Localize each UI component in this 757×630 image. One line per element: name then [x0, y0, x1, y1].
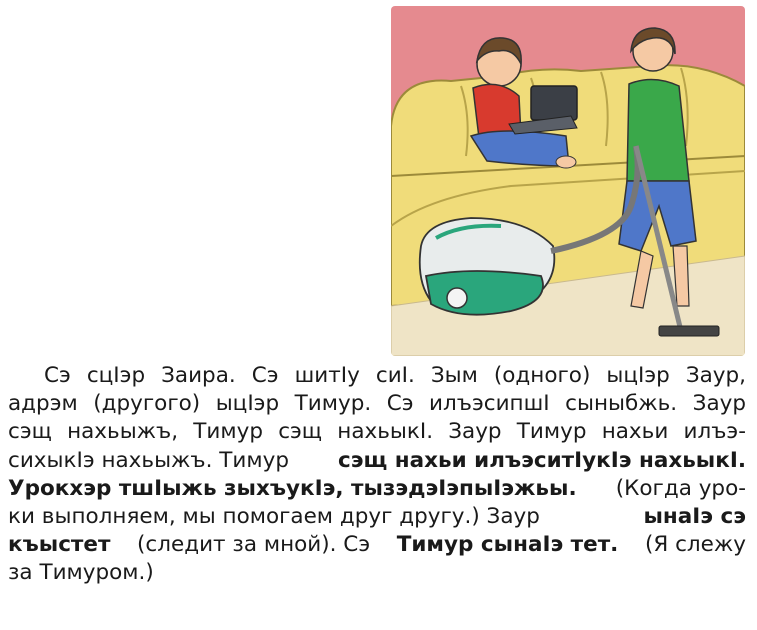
- text-line-7: [8, 531, 746, 559]
- text-line-3: [8, 418, 746, 446]
- word: (другого): [93, 391, 201, 417]
- text-line-6: [8, 503, 746, 531]
- word: Сэ: [44, 363, 71, 388]
- word: ыцӀэр: [606, 363, 670, 388]
- word: Тимур.: [294, 391, 372, 417]
- word: Зым: [430, 363, 478, 388]
- text-line-8: [8, 559, 746, 587]
- children-cleaning-illustration: [391, 6, 745, 356]
- text-regular: за Тимуром.): [8, 560, 154, 586]
- text-bold: къыстет: [8, 532, 111, 558]
- word: нахьыкӀ.: [337, 419, 434, 445]
- text-regular: (Когда уро-: [615, 475, 746, 501]
- text-bold: Тимур сынаӀэ тет.: [396, 532, 619, 558]
- word: сэщ: [278, 419, 323, 445]
- word: сыныбжь.: [565, 391, 678, 417]
- text-line-5: [8, 475, 746, 503]
- word: Заира.: [161, 363, 236, 388]
- laptop-icon: [531, 86, 577, 120]
- word: Сэ: [251, 363, 279, 388]
- word: Заур: [692, 391, 746, 417]
- text-regular: (Я слежу: [644, 532, 746, 558]
- word: нахьи: [601, 419, 669, 445]
- word: Сэ: [386, 391, 414, 417]
- text-line-2: [8, 390, 746, 418]
- text-regular: (следит за мной). Сэ: [137, 532, 371, 558]
- text-bold: Урокхэр тшӀыжь зыхъукӀэ, тызэдэӀэпыӀэжьы.: [8, 475, 577, 501]
- word: нахьыжъ,: [67, 419, 179, 445]
- word: шитӀу: [294, 363, 360, 388]
- text-regular: ки выполняем, мы помогаем друг другу.) Заур: [8, 504, 540, 530]
- word: Заур: [448, 419, 502, 445]
- text-bold: сэщ нахьи илъэситӀукӀэ нахьыкӀ.: [338, 447, 746, 473]
- word: Заур,: [685, 363, 746, 388]
- word: Тимур: [516, 419, 587, 445]
- word: адрэм: [8, 391, 78, 417]
- word: Тимур: [193, 419, 263, 445]
- text-line-4: [8, 447, 746, 475]
- word: илъэ-: [683, 419, 746, 445]
- story-paragraph: [8, 362, 746, 588]
- word: илъэсипшӀ: [429, 391, 550, 417]
- illustration: [391, 6, 745, 356]
- text-bold: ынаӀэ сэ: [643, 504, 746, 530]
- word: сцӀэр: [86, 363, 146, 388]
- word: (одного): [493, 363, 591, 388]
- word: ыцӀэр: [215, 391, 280, 417]
- word: сиӀ.: [375, 363, 415, 388]
- text-regular: сихыкӀэ нахьыжъ. Тимур: [8, 447, 289, 473]
- word: сэщ: [8, 419, 52, 445]
- text-line-1: [8, 362, 746, 390]
